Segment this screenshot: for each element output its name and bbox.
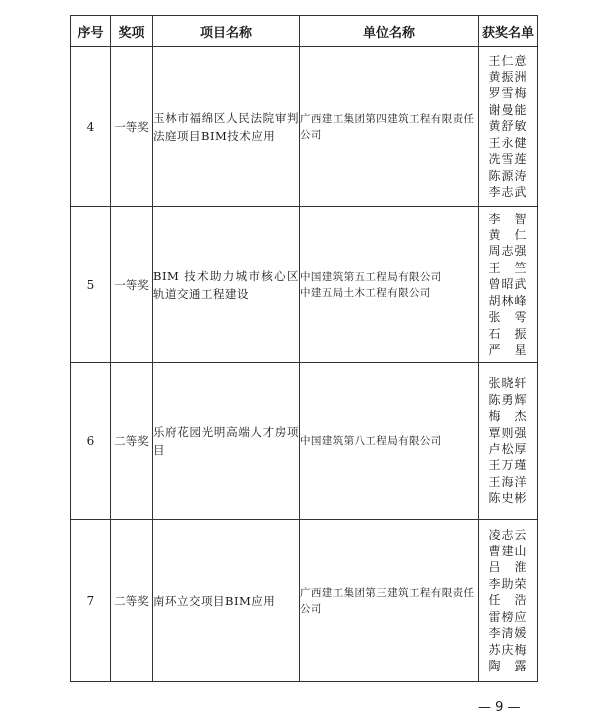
row-number: 4 xyxy=(71,47,111,207)
winner-name: 李志武 xyxy=(488,184,528,199)
header-winners: 获奖名单 xyxy=(479,16,538,47)
award-level: 二等奖 xyxy=(111,520,153,682)
winner-name: 黄舒敏 xyxy=(488,119,528,134)
winner-name: 王 竺 xyxy=(488,260,528,275)
table-row xyxy=(71,363,538,520)
winner-name: 李 智 xyxy=(488,211,528,226)
winners-cell xyxy=(479,207,538,363)
winner-name: 曾昭武 xyxy=(488,277,528,292)
winner-name: 严 星 xyxy=(488,342,528,357)
unit-name: 中国建筑第五工程局有限公司 中建五局土木工程有限公司 xyxy=(300,207,479,363)
winner-name: 苏庆梅 xyxy=(488,642,528,657)
winner-name: 凌志云 xyxy=(488,527,528,542)
project-name: BIM 技术助力城市核心区轨道交通工程建设 xyxy=(153,207,300,363)
winner-name: 胡林峰 xyxy=(488,293,528,308)
winner-name: 王万瑾 xyxy=(488,458,528,473)
winners-cell xyxy=(479,520,538,682)
award-level: 一等奖 xyxy=(111,47,153,207)
winners-list xyxy=(479,527,537,675)
winner-name: 梅 杰 xyxy=(488,409,528,424)
unit-name: 中国建筑第八工程局有限公司 xyxy=(300,363,479,520)
winner-name: 王仁意 xyxy=(488,53,528,68)
unit-name: 广西建工集团第四建筑工程有限责任公司 xyxy=(300,47,479,207)
table-row xyxy=(71,520,538,682)
winner-name: 冼雪莲 xyxy=(488,152,528,167)
winners-cell xyxy=(479,363,538,520)
winner-name: 张 雩 xyxy=(488,310,528,325)
winner-name: 吕 淮 xyxy=(488,560,528,575)
winner-name: 石 振 xyxy=(488,326,528,341)
table-row xyxy=(71,47,538,207)
row-number: 6 xyxy=(71,363,111,520)
winners-list xyxy=(479,53,537,201)
winner-name: 曹建山 xyxy=(488,544,528,559)
header-no: 序号 xyxy=(71,16,111,47)
winner-name: 陈源涛 xyxy=(488,168,528,183)
header-unit: 单位名称 xyxy=(300,16,479,47)
winner-name: 谢曼能 xyxy=(488,102,528,117)
winners-list xyxy=(479,211,537,359)
winner-name: 雷榜应 xyxy=(488,609,528,624)
row-number: 7 xyxy=(71,520,111,682)
winner-name: 陈史彬 xyxy=(488,491,528,506)
winner-name: 王永健 xyxy=(488,135,528,150)
header-project: 项目名称 xyxy=(153,16,300,47)
winner-name: 陶 露 xyxy=(488,658,528,673)
winner-name: 陈勇辉 xyxy=(488,392,528,407)
winner-name: 卢松厚 xyxy=(488,442,528,456)
award-level: 一等奖 xyxy=(111,207,153,363)
winners-list xyxy=(479,375,537,506)
winner-name: 黄 仁 xyxy=(488,228,528,243)
winner-name: 黄振洲 xyxy=(488,70,528,85)
winner-name: 王海洋 xyxy=(488,474,528,489)
winner-name: 任 浩 xyxy=(488,593,528,608)
winner-name: 李清媛 xyxy=(488,626,528,641)
header-award: 奖项 xyxy=(111,16,153,47)
winner-name: 周志强 xyxy=(488,244,528,259)
award-table xyxy=(70,15,538,682)
winner-name: 张晓轩 xyxy=(488,376,528,391)
header-row xyxy=(71,16,538,47)
project-name: 玉林市福绵区人民法院审判法庭项目BIM技术应用 xyxy=(153,47,300,207)
winner-name: 覃则强 xyxy=(488,425,528,440)
table-row xyxy=(71,207,538,363)
winners-cell xyxy=(479,47,538,207)
project-name: 乐府花园光明高端人才房项目 xyxy=(153,363,300,520)
winner-name: 罗雪梅 xyxy=(488,86,528,101)
award-level: 二等奖 xyxy=(111,363,153,520)
project-name: 南环立交项目BIM应用 xyxy=(153,520,300,682)
row-number: 5 xyxy=(71,207,111,363)
page-number: — 9 — xyxy=(478,700,521,715)
unit-name: 广西建工集团第三建筑工程有限责任公司 xyxy=(300,520,479,682)
winner-name: 李助荣 xyxy=(488,576,528,591)
